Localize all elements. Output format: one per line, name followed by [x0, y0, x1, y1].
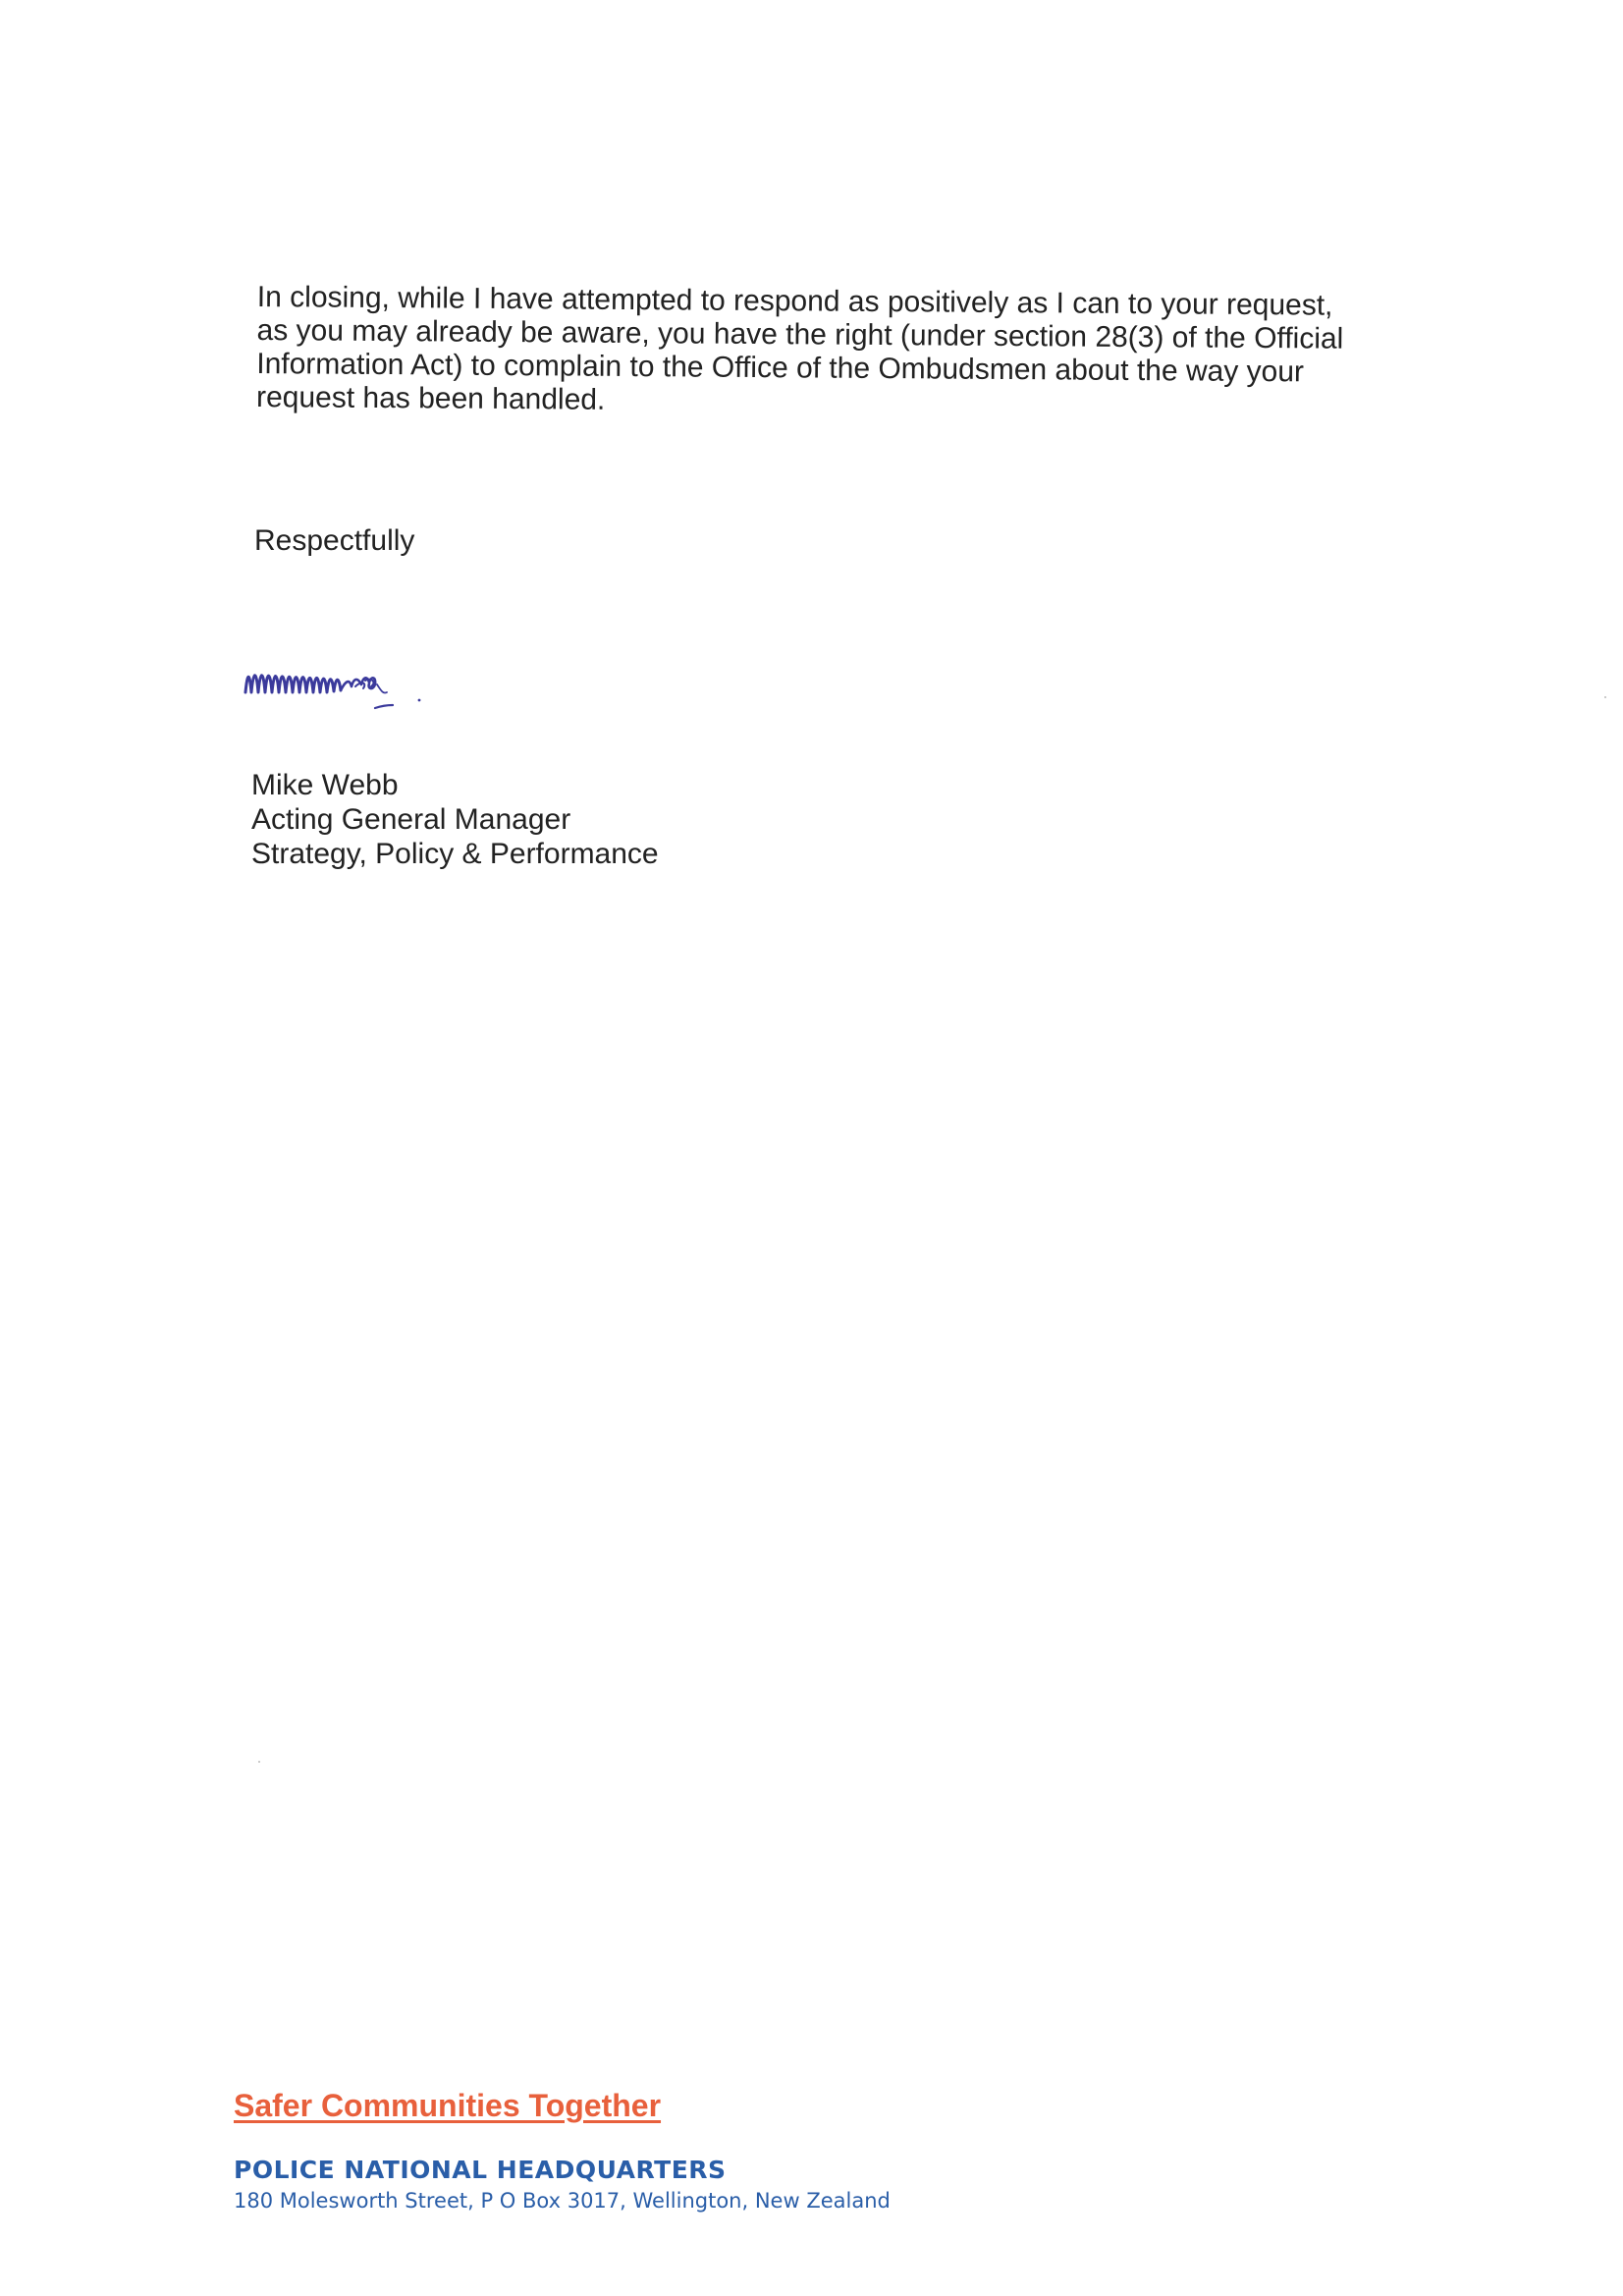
- scan-speck: [1604, 696, 1606, 698]
- closing-line: In closing, while I have attempted to respond as positively as I can to your request,: [256, 281, 1333, 322]
- footer-tagline: Safer Communities Together: [234, 2088, 662, 2123]
- signoff: Respectfully: [254, 524, 415, 557]
- handwritten-signature: [240, 643, 436, 722]
- footer-address: 180 Molesworth Street, P O Box 3017, Wellington, New Zealand: [234, 2189, 891, 2213]
- closing-line: as you may already be aware, you have the right (under section 28(3) of the Official: [256, 313, 1344, 355]
- signer-block: [251, 768, 659, 871]
- closing-line: request has been handled.: [255, 380, 606, 416]
- signer-title: Acting General Manager: [251, 803, 571, 836]
- signer-name: Mike Webb: [251, 769, 399, 801]
- closing-paragraph: [256, 281, 1386, 423]
- scan-speck: [258, 1761, 260, 1763]
- signer-department: Strategy, Policy & Performance: [251, 838, 659, 870]
- closing-line: Information Act) to complain to the Office of the Ombudsmen about the way your: [256, 347, 1305, 389]
- footer-organisation: POLICE NATIONAL HEADQUARTERS: [234, 2156, 727, 2184]
